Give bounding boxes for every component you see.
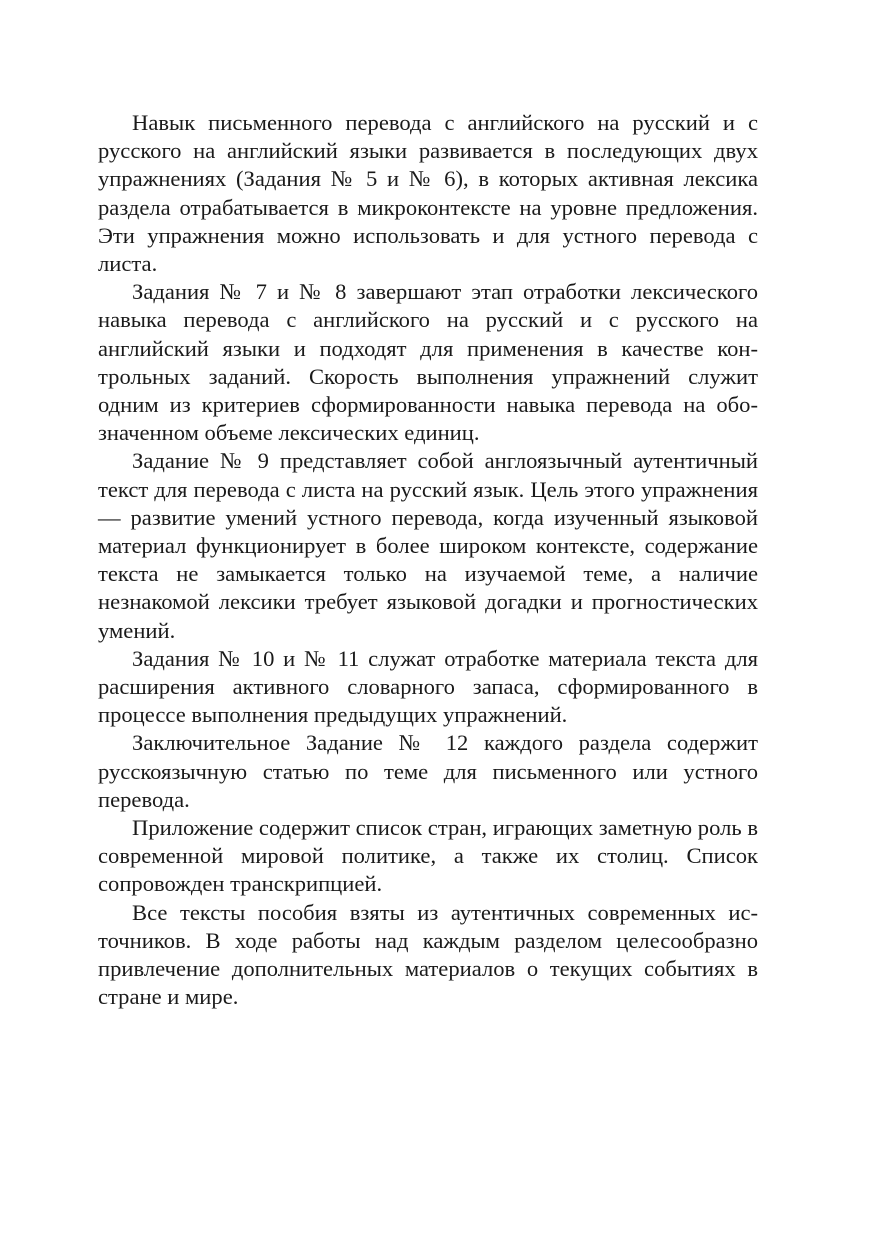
paragraph-3: Задание № 9 представляет собой англоязычный аутентичный текст для перевода с листа на русский язык. Цель этого упражнения — развитие умений устного перевода, когда изученный языковой материал функционирует в более широком контексте, содержание текста не замыкается только на изучаемой теме, а наличие незнакомой лексики требует языковой догадки и прогностических умений. (98, 448, 758, 643)
paragraph-6: Приложение содержит список стран, играющих заметную роль в современной мировой политике, а также их столиц. Список сопровожден транскрипцией. (98, 815, 758, 897)
body-text (98, 109, 758, 1012)
paragraph-7: Все тексты пособия взяты из аутентичных современных источников. В ходе работы над каждым разделом целесообразно привлечение дополнительных материалов о текущих событиях в стране и мире. (98, 899, 758, 1010)
paragraph-1: Навык письменного перевода с английского на русский и с русского на английский языки развивается в последующих двух упражнениях (Задания № 5 и № 6), в которых активная лексика раздела отрабатывается в микроконтексте на уровне предложения. Эти упражнения можно использовать и для устного перевода с листа. (98, 110, 758, 277)
paragraph-5: Заключительное Задание № 12 каждого раздела содержит русскоязычную статью по теме для письменного или устного перевода. (98, 730, 758, 812)
paragraph-4: Задания № 10 и № 11 служат отработке материала текста для расширения активного словарного запаса, сформированного в процессе выполнения предыдущих упражнений. (98, 645, 758, 728)
paragraph-2: Задания № 7 и № 8 завершают этап отработки лексического навыка перевода с английского на русский и с русского на английский языки и подходят для применения в качестве контрольных заданий. Скорость выполнения упражнений служит одним из критериев сформированности навыка перевода на обозначенном объеме лексических единиц. (98, 279, 758, 446)
